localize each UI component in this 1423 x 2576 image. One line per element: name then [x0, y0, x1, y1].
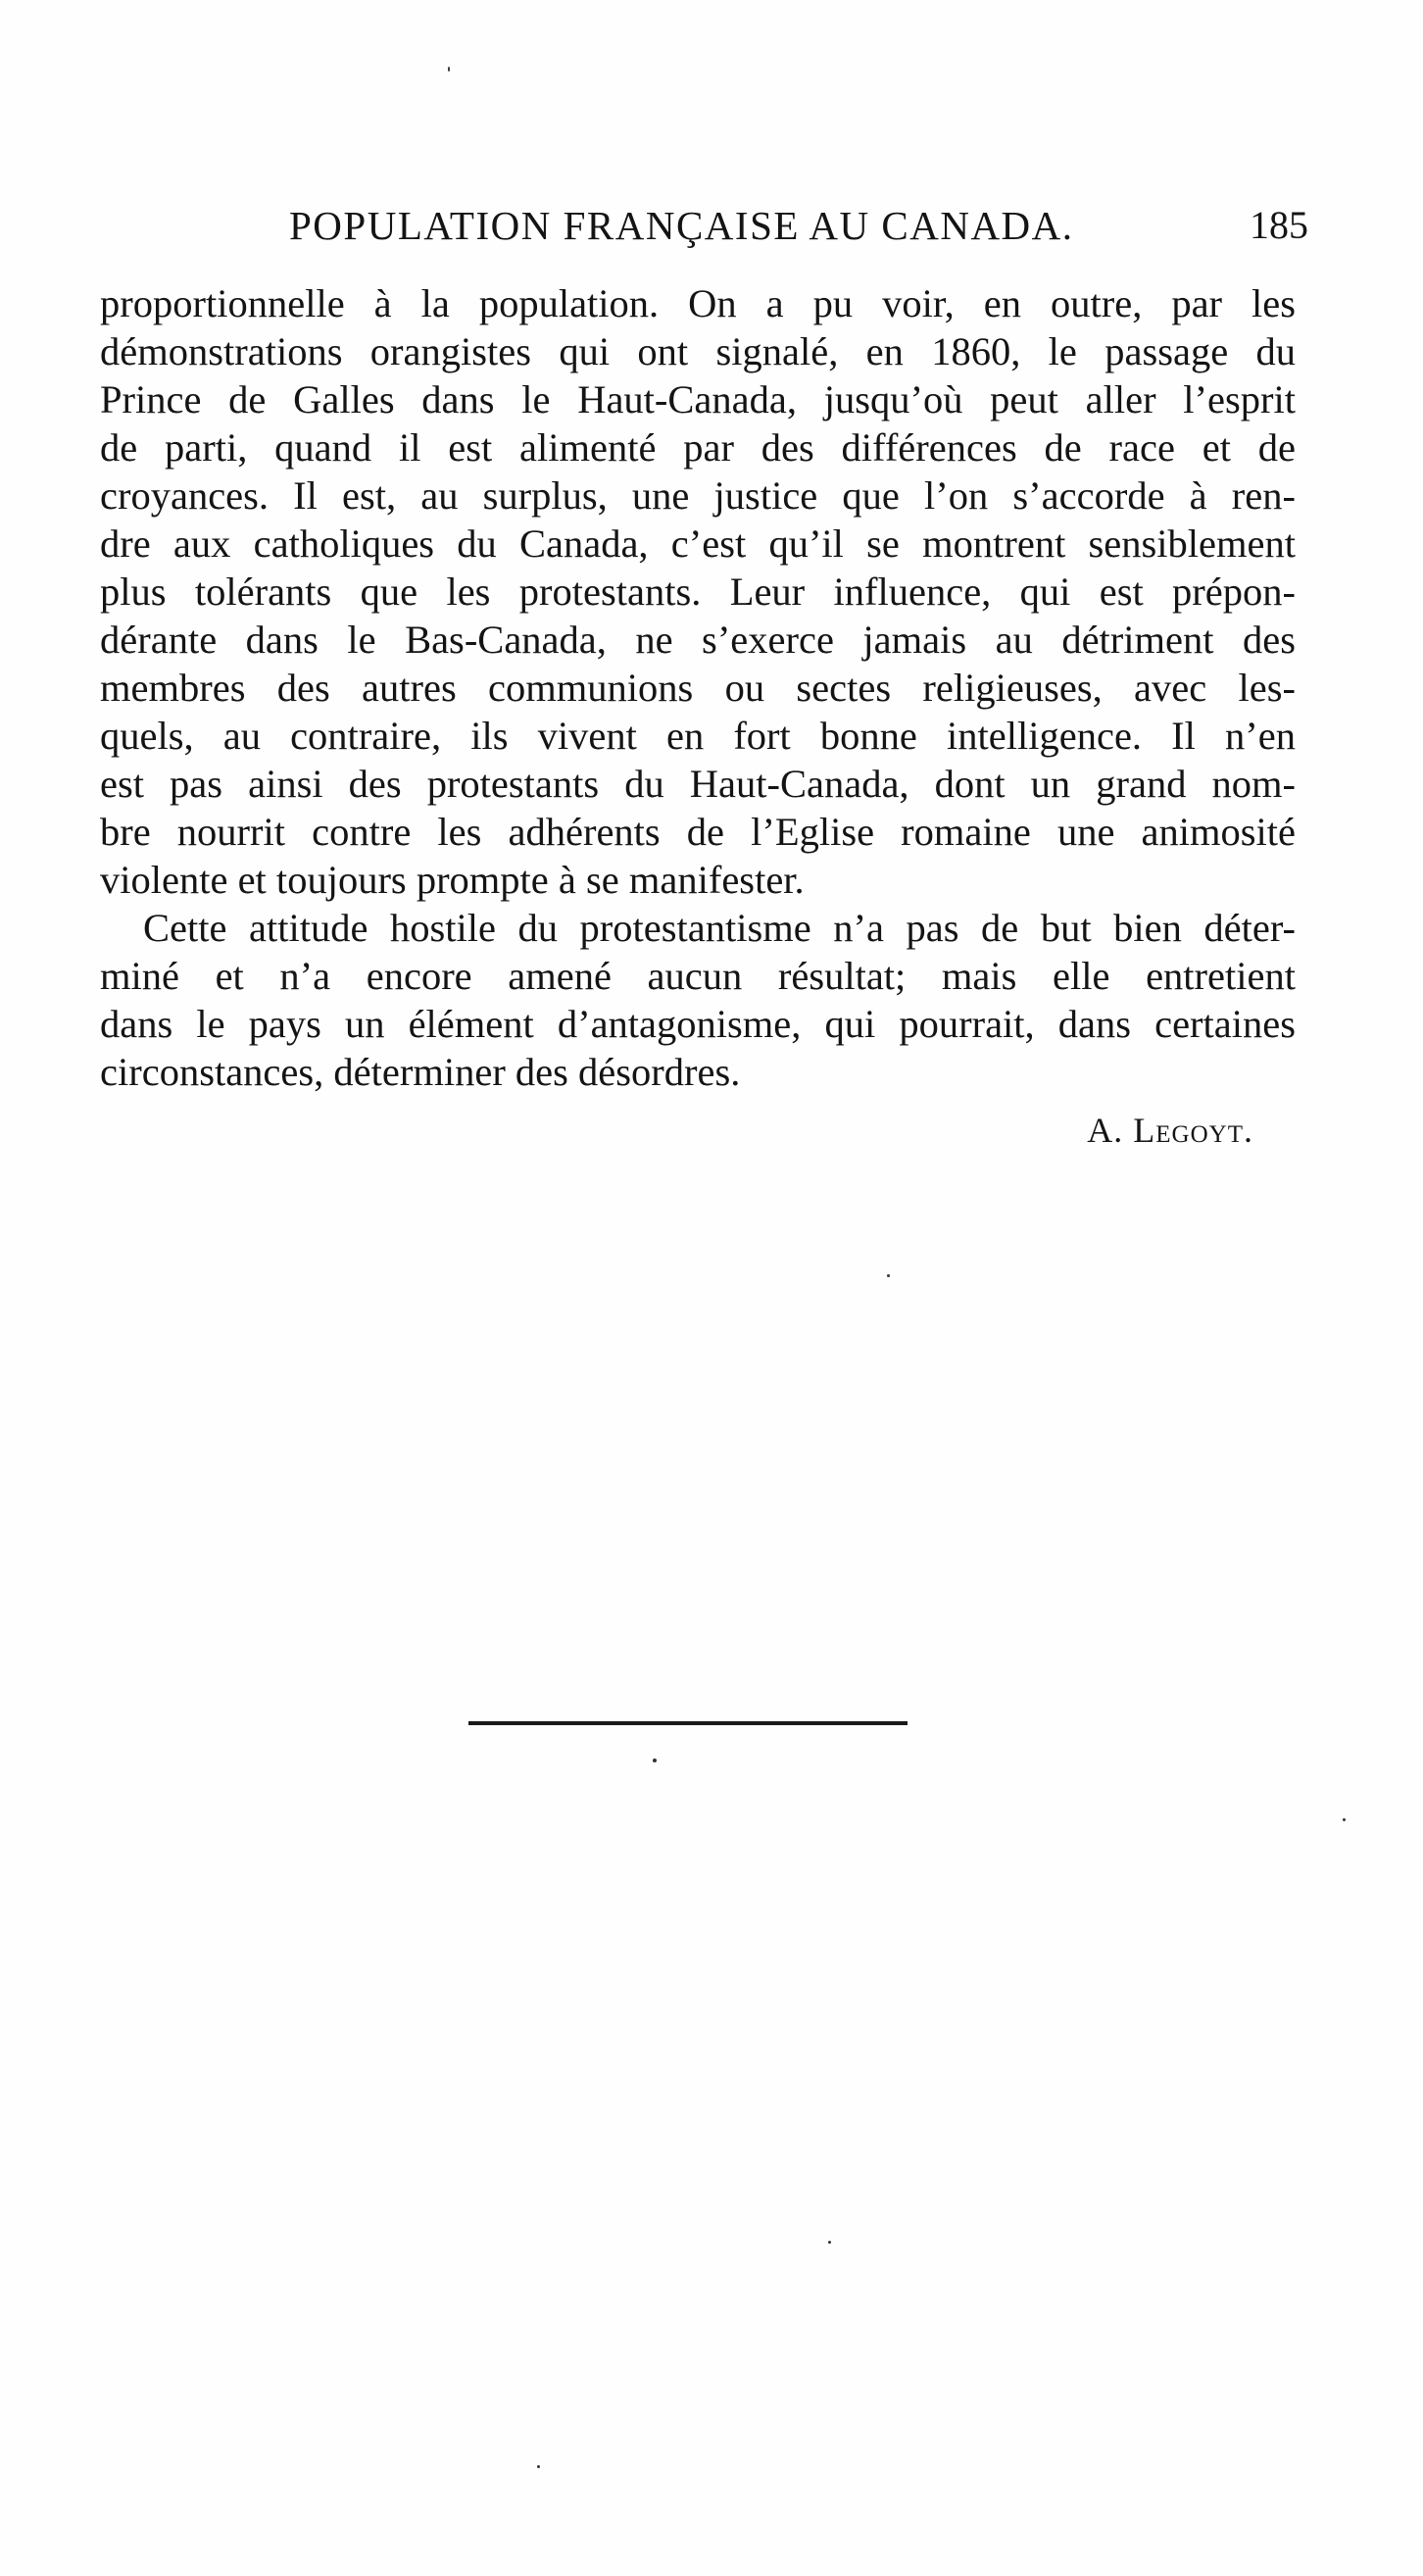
section-divider-rule [468, 1721, 908, 1725]
body-text [100, 279, 1296, 1096]
running-head [98, 196, 1308, 255]
signature-surname: Legoyt. [1133, 1111, 1253, 1150]
text-line: miné et n’a encore amené aucun résultat; mais elle entretient [100, 954, 1296, 998]
text-line: croyances. Il est, au surplus, une justice que l’on s’accorde à ren- [100, 473, 1296, 518]
paragraph-2 [100, 904, 1296, 1096]
text-line: violente et toujours prompte à se manifester. [100, 858, 805, 902]
ink-speck [1343, 1818, 1346, 1821]
page-number: 185 [1250, 203, 1308, 247]
text-line: est pas ainsi des protestants du Haut-Canada, dont un grand nom- [100, 762, 1296, 806]
text-line: dans le pays un élément d’antagonisme, qui pourrait, dans certaines [100, 1002, 1296, 1046]
text-line: dre aux catholiques du Canada, c’est qu’il se montrent sensiblement [100, 521, 1296, 566]
text-line: démonstrations orangistes qui ont signalé, en 1860, le passage du [100, 329, 1296, 373]
signature-initial: A. [1087, 1111, 1124, 1150]
author-signature [1087, 1106, 1253, 1155]
ink-speck [537, 2465, 540, 2468]
paragraph-1 [100, 279, 1296, 904]
text-line: proportionnelle à la population. On a pu voir, en outre, par les [100, 281, 1296, 325]
ink-speck [653, 1759, 657, 1762]
text-line: dérante dans le Bas-Canada, ne s’exerce jamais au détriment des [100, 618, 1296, 662]
ink-speck [828, 2241, 831, 2244]
text-line: plus tolérants que les protestants. Leur influence, qui est prépon- [100, 570, 1296, 614]
text-line: quels, au contraire, ils vivent en fort bonne intelligence. Il n’en [100, 714, 1296, 758]
ink-speck [887, 1274, 890, 1277]
text-line: Prince de Galles dans le Haut-Canada, jusqu’où peut aller l’esprit [100, 377, 1296, 421]
running-title: POPULATION FRANÇAISE AU CANADA. [289, 203, 1074, 248]
text-line: Cette attitude hostile du protestantisme n’a pas de but bien déter- [143, 906, 1296, 950]
text-line: de parti, quand il est alimenté par des différences de race et de [100, 425, 1296, 470]
ink-speck [448, 67, 450, 72]
text-line: bre nourrit contre les adhérents de l’Eglise romaine une animosité [100, 810, 1296, 854]
text-line: circonstances, déterminer des désordres. [100, 1050, 741, 1094]
text-line: membres des autres communions ou sectes religieuses, avec les- [100, 666, 1296, 710]
